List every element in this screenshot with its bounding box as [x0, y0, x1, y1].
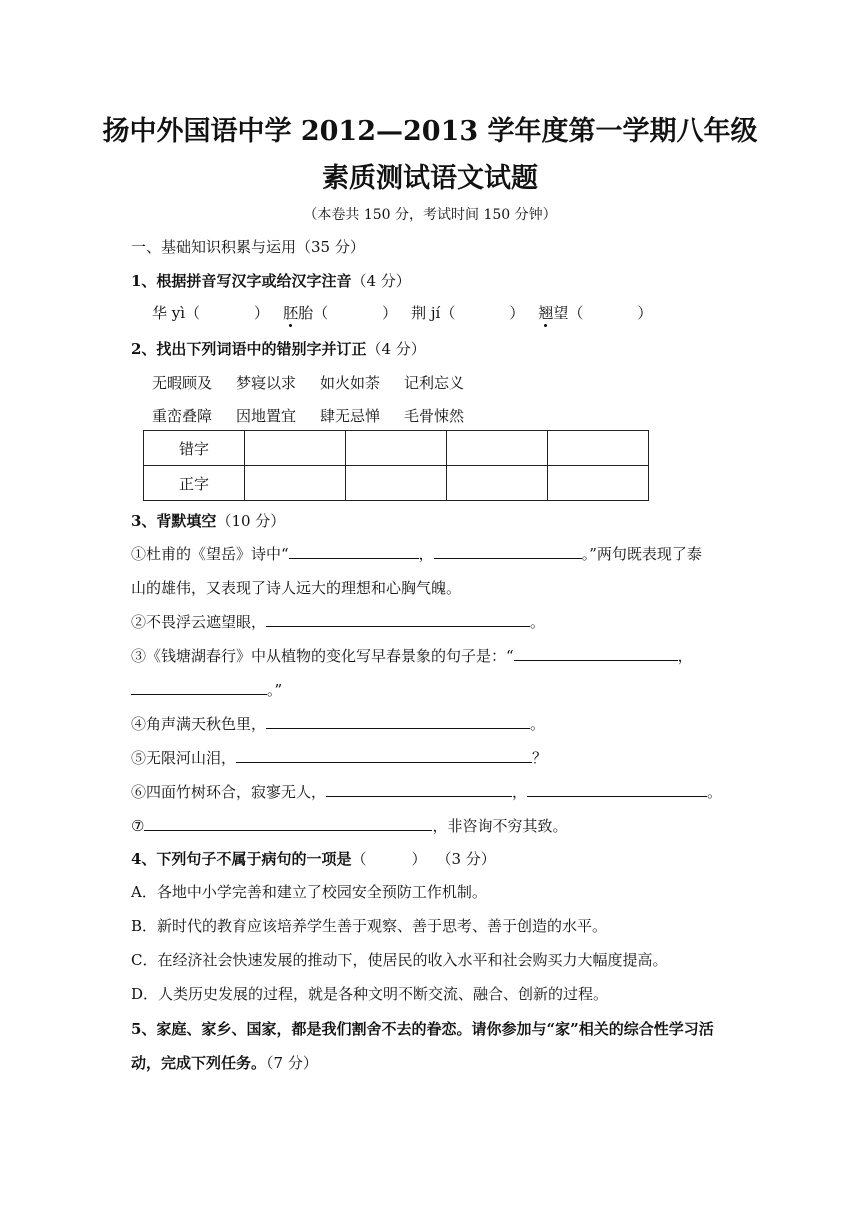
fill-text: ，	[512, 783, 528, 801]
fill-line-6	[131, 713, 545, 734]
correction-table	[143, 430, 649, 501]
option-b: B．新时代的教育应该培养学生善于观察、善于思考、善于创造的水平。	[131, 917, 608, 935]
answer-blank[interactable]	[289, 543, 419, 559]
fill-line-8	[131, 781, 722, 802]
answer-cell[interactable]	[245, 431, 346, 466]
fill-text: 。	[707, 783, 723, 801]
paren-close: ）	[509, 304, 525, 322]
fill-text: ，非咨询不穷其致。	[432, 817, 568, 835]
answer-blank[interactable]	[514, 645, 678, 661]
table-row	[144, 431, 649, 466]
pinyin-item-4: 望（	[553, 304, 584, 322]
question-2-points: （4 分）	[366, 340, 426, 358]
answer-blank[interactable]	[434, 543, 582, 559]
fill-text: ？	[532, 749, 548, 767]
fill-text: ②不畏浮云遮望眼，	[131, 613, 267, 631]
pinyin-item-2: 胎（	[298, 304, 329, 322]
paren-close: ）	[254, 304, 270, 322]
fill-line-2: 山的雄伟，又表现了诗人远大的理想和心胸气魄。	[131, 579, 462, 597]
question-4-text: 4、下列句子不属于病句的一项是	[131, 850, 352, 868]
question-3-points: （10 分）	[216, 512, 286, 530]
question-2-text: 2、找出下列词语中的错别字并订正	[131, 340, 367, 358]
page-subtitle-title: 素质测试语文试题	[322, 163, 538, 194]
question-4-points: （3 分）	[436, 850, 496, 868]
paren-close: ）	[382, 304, 398, 322]
question-3-stem	[131, 510, 285, 531]
pinyin-item-3: 荆 jí（	[411, 304, 456, 322]
fill-text: ⑤无限河山泪，	[131, 749, 237, 767]
question-2-stem	[131, 338, 426, 359]
table-label-wrong: 错字	[144, 431, 245, 466]
fill-text: ，	[677, 647, 693, 665]
fill-line-3	[131, 611, 545, 632]
fill-text: ，	[418, 545, 434, 563]
answer-paren[interactable]: （ ）	[351, 850, 427, 868]
fill-text: ③《钱塘湖春行》中从植物的变化写早春景象的句子是：“	[131, 647, 514, 665]
answer-cell[interactable]	[245, 466, 346, 501]
word: 重峦叠障	[152, 407, 213, 425]
fill-text: ①杜甫的《望岳》诗中“	[131, 545, 289, 563]
paren-close: ）	[637, 304, 653, 322]
question-1-points: （4 分）	[351, 272, 411, 290]
answer-cell[interactable]	[548, 466, 649, 501]
answer-blank[interactable]	[131, 679, 267, 695]
answer-blank[interactable]	[527, 781, 707, 797]
word: 如火如荼	[320, 374, 381, 392]
question-1-text: 1、根据拼音写汉字或给汉字注音	[131, 272, 352, 290]
question-5-points: （7 分）	[266, 1054, 318, 1072]
answer-blank[interactable]	[144, 815, 432, 831]
answer-cell[interactable]	[346, 431, 447, 466]
question-5-stem-line2	[131, 1052, 318, 1073]
fill-line-1	[131, 543, 702, 564]
fill-line-4	[131, 645, 693, 666]
word: 毛骨悚然	[404, 407, 465, 425]
word: 因地置宜	[236, 407, 297, 425]
word: 无暇顾及	[152, 374, 213, 392]
word-row-1	[152, 372, 464, 393]
word: 梦寝以求	[236, 374, 297, 392]
fill-text: 。”两句既表现了泰	[581, 545, 702, 563]
option-d: D．人类历史发展的过程，就是各种文明不断交流、融合、创新的过程。	[131, 985, 609, 1003]
question-1-stem	[131, 270, 411, 291]
question-4-stem	[131, 848, 496, 869]
fill-line-7	[131, 747, 547, 768]
dotted-char-2: 翘	[538, 304, 554, 322]
fill-line-9	[131, 815, 567, 836]
fill-text: 。	[530, 715, 546, 733]
table-row	[144, 466, 649, 501]
table-label-correct: 正字	[144, 466, 245, 501]
fill-text: 。	[530, 613, 546, 631]
answer-blank[interactable]	[266, 713, 530, 729]
question-1-items	[152, 302, 652, 323]
answer-cell[interactable]	[447, 466, 548, 501]
word: 肆无忌惮	[320, 407, 381, 425]
answer-blank[interactable]	[326, 781, 512, 797]
question-3-text: 3、背默填空	[131, 512, 217, 530]
question-5-stem-line1: 5、家庭、家乡、国家，都是我们割舍不去的眷恋。请你参加与“家”相关的综合性学习活	[131, 1020, 714, 1038]
fill-text: 。”	[267, 681, 283, 699]
word-row-2	[152, 405, 464, 426]
answer-cell[interactable]	[447, 431, 548, 466]
dotted-char-1: 胚	[283, 304, 299, 322]
fill-text: ④角声满天秋色里，	[131, 715, 267, 733]
answer-blank[interactable]	[236, 747, 532, 763]
fill-text: ⑥四面竹树环合，寂寥无人，	[131, 783, 327, 801]
fill-text: ⑦	[131, 817, 145, 835]
option-c: C．在经济社会快速发展的推动下，使居民的收入水平和社会购买力大幅度提高。	[131, 951, 668, 969]
answer-cell[interactable]	[346, 466, 447, 501]
fill-line-5	[131, 679, 282, 700]
section-heading: 一、基础知识积累与运用（35 分）	[131, 238, 365, 256]
page-title: 扬中外国语中学 2012—2013 学年度第一学期八年级	[102, 116, 758, 147]
word: 记利忘义	[404, 374, 465, 392]
question-5-text: 动，完成下列任务。	[131, 1054, 267, 1072]
answer-cell[interactable]	[548, 431, 649, 466]
pinyin-item-1: 华 yì（	[152, 304, 201, 322]
exam-info: （本卷共 150 分，考试时间 150 分钟）	[303, 207, 557, 223]
option-a: A．各地中小学完善和建立了校园安全预防工作机制。	[131, 883, 487, 901]
answer-blank[interactable]	[266, 611, 530, 627]
